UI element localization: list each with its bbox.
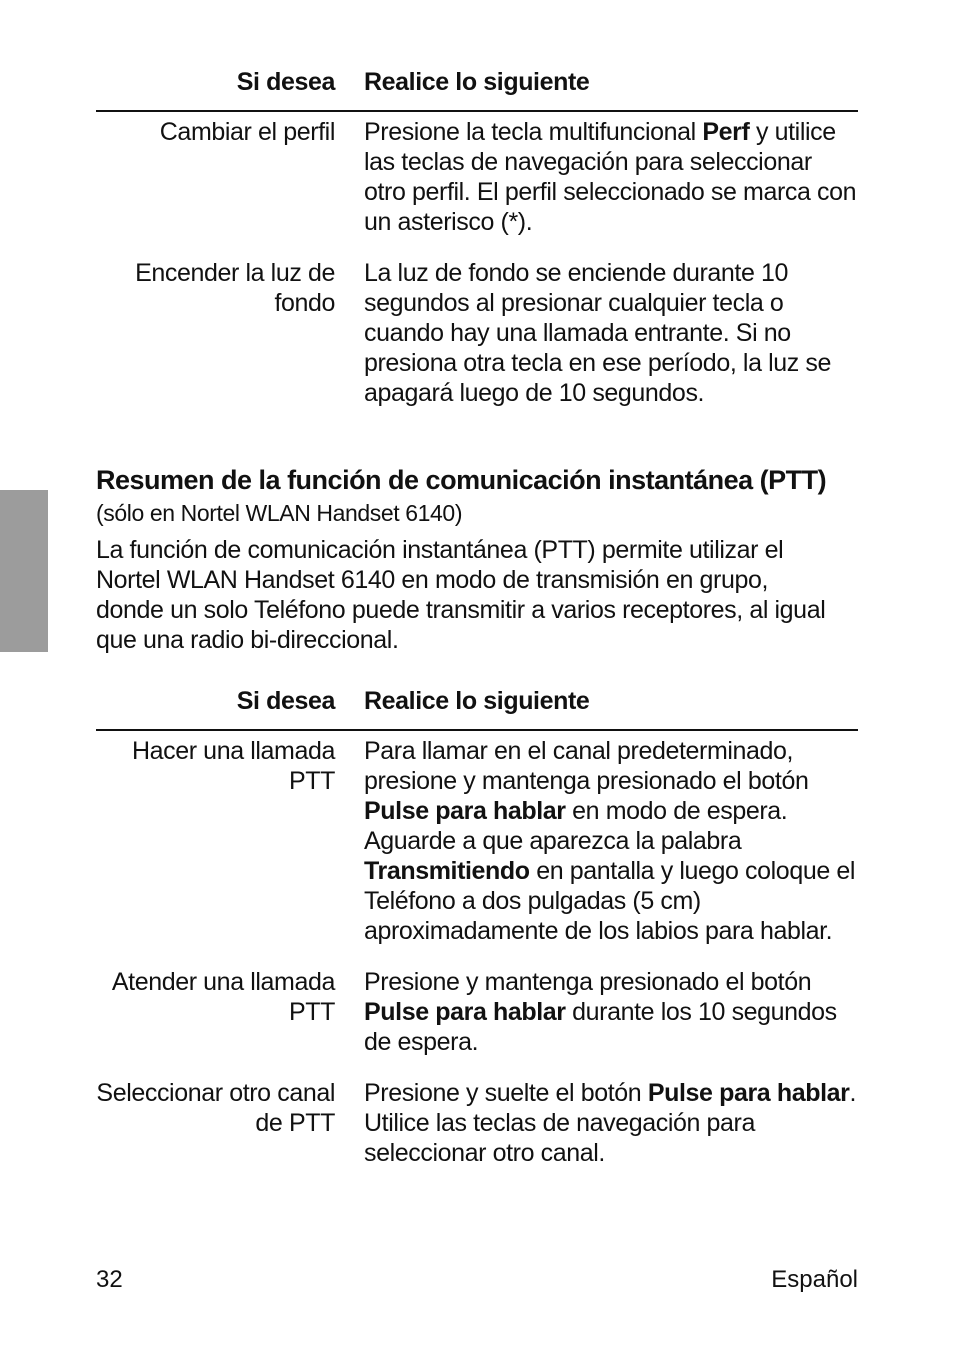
- table-row: [96, 967, 858, 1057]
- table-row: [96, 117, 858, 237]
- row-instructions: Para llamar en el canal predeterminado, presione y mantenga presionado el botón Pulse para hablar en modo de espera. Aguarde a que aparezca la palabra Transmitiendo en pantalla y luego coloque el Teléfono a dos pulgadas (5 cm) aproximadamente de los labios para hablar.: [364, 737, 856, 945]
- header-realice: Realice lo siguiente: [364, 687, 590, 715]
- header-realice: Realice lo siguiente: [364, 68, 590, 96]
- footer-language: Español: [771, 1266, 858, 1293]
- row-instructions: Presione la tecla multifuncional Perf y utilice las teclas de navegación para seleccionar otro perfil. El perfil seleccionado se marca con un asterisco (*).: [364, 118, 857, 236]
- row-action: Hacer una llamada PTT: [131, 737, 335, 795]
- table-row: [96, 736, 858, 946]
- section-heading: Resumen de la función de comunicación instantánea (PTT): [96, 465, 827, 495]
- row-instructions: Presione y suelte el botón Pulse para hablar. Utilice las teclas de navegación para seleccionar otro canal.: [364, 1079, 857, 1167]
- section-body: La función de comunicación instantánea (PTT) permite utilizar el Nortel WLAN Handset 6140 en modo de transmisión en grupo, donde un solo Teléfono puede transmitir a varios receptores, al igual que una radio bi-direccional.: [96, 536, 826, 654]
- row-action: Atender una llamada PTT: [111, 968, 335, 1026]
- table-header: [96, 67, 858, 112]
- row-instructions: La luz de fondo se enciende durante 10 segundos al presionar cualquier tecla o cuando hay una llamada entrante. Si no presiona otra tecla en ese período, la luz se apagará luego de 10 segundos.: [364, 259, 832, 407]
- row-action: Seleccionar otro canal de PTT: [96, 1079, 335, 1137]
- header-si-desea: Si desea: [236, 68, 335, 96]
- bold-term: Transmitiendo: [364, 857, 530, 885]
- table-row: [96, 1078, 858, 1168]
- table-row: [96, 258, 858, 408]
- instructions-table-2: [96, 686, 858, 1168]
- chapter-tab-marker: [0, 490, 48, 652]
- instructions-table-1: [96, 67, 858, 408]
- row-action: Cambiar el perfil: [159, 118, 335, 146]
- bold-term: Perf: [702, 118, 750, 146]
- bold-term: Pulse para hablar: [647, 1079, 850, 1107]
- table-header: [96, 686, 858, 731]
- section-subheading: (sólo en Nortel WLAN Handset 6140): [96, 500, 463, 526]
- bold-term: Pulse para hablar: [364, 797, 566, 825]
- page-number: 32: [96, 1266, 123, 1293]
- row-action: Encender la luz de fondo: [135, 259, 335, 317]
- bold-term: Pulse para hablar: [364, 998, 566, 1026]
- header-si-desea: Si desea: [236, 687, 335, 715]
- row-instructions: Presione y mantenga presionado el botón Pulse para hablar durante los 10 segundos de espera.: [364, 968, 837, 1056]
